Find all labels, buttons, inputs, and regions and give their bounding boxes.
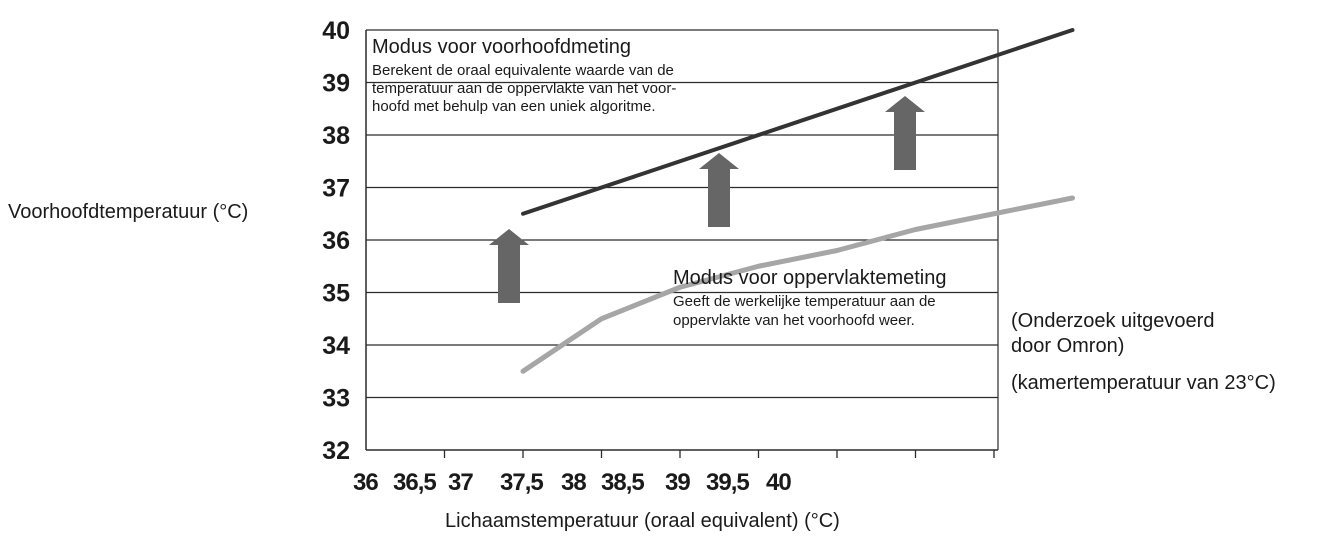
x-tick-label: 36,5 <box>393 469 436 496</box>
forehead-mode-body-2: temperatuur aan de oppervlakte van het voor- <box>372 80 677 97</box>
x-axis-label: Lichaamstemperatuur (oraal equivalent) (°C) <box>445 510 840 532</box>
y-tick-label: 39 <box>322 69 350 98</box>
forehead-mode-body-3: hoofd met behulp van een uniek algoritme. <box>372 98 656 115</box>
up-arrow <box>885 96 925 170</box>
forehead-mode-title: Modus voor voorhoofdmeting <box>372 36 632 58</box>
y-tick-labels <box>322 17 350 465</box>
y-tick-label: 36 <box>322 227 350 255</box>
y-tick-label: 32 <box>322 437 350 465</box>
y-tick-label: 34 <box>322 332 350 360</box>
x-tick-label: 39 <box>665 469 690 496</box>
x-tick-labels <box>353 469 791 496</box>
y-tick-label: 40 <box>322 17 350 45</box>
surface-mode-title: Modus voor oppervlaktemeting <box>673 267 947 289</box>
x-tick-label: 40 <box>766 469 791 496</box>
y-tick-label: 35 <box>322 279 350 308</box>
x-tick-label: 39,5 <box>706 469 749 496</box>
x-tick-label: 37,5 <box>500 469 543 496</box>
y-tick-label: 33 <box>322 384 350 413</box>
x-tick-label: 36 <box>353 469 378 496</box>
y-tick-label: 38 <box>322 122 350 150</box>
y-axis-label: Voorhoofdtemperatuur (°C) <box>8 201 249 223</box>
study-note-line-2: door Omron) <box>1011 335 1125 357</box>
x-tick-label: 37 <box>448 469 473 496</box>
x-tick-label: 38,5 <box>601 469 644 496</box>
y-tick-label: 37 <box>322 174 350 203</box>
surface-mode-body-2: oppervlakte van het voorhoofd weer. <box>673 312 915 329</box>
up-arrow <box>699 153 739 227</box>
x-tick-label: 38 <box>561 469 586 496</box>
forehead-mode-body-1: Berekent de oraal equivalente waarde van de <box>372 62 674 79</box>
study-note-line-1: (Onderzoek uitgevoerd <box>1011 310 1215 332</box>
surface-mode-body-1: Geeft de werkelijke temperatuur aan de <box>673 293 936 310</box>
room-temperature-note: (kamertemperatuur van 23°C) <box>1011 372 1276 394</box>
